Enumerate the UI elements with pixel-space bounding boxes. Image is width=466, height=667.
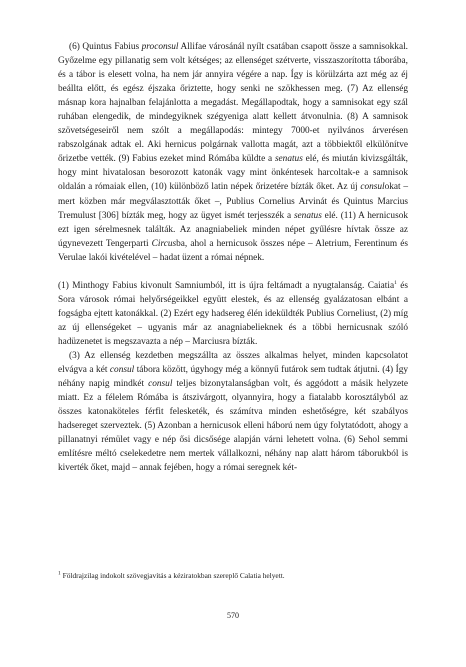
footnote: [58, 571, 408, 581]
paragraph-3: (3) Az ellenség kezdetben megszállta az összes alkalmas helyet, minden kapcsolatot elvágva a két consul tábora között, úgyhogy még a könnyű futárok sem tudtak átjutni. (4) Így néhány napig mindkét consul teljes bizonytalanságban volt, és aggódott a másik helyzete miatt. Ez a félelem Rómába is átszivárgott, olyannyira, hogy a fiatalabb korosztályból az összes katonaköteles férfit felesketék, és számítva minden eshetőségre, két szabályos hadsereget szerveztek. (5) Azonban a hernicusok elleni háború nem úgy folytatódott, ahogy a pillanatnyi rémület vagy e nép ősi dicsősége alapján várni lehetett volna. (6) Sehol semmi említésre méltó cselekedetre nem mertek vállalkozni, néhány nap alatt három táborukból is kiverték őket, majd – annak fejében, hogy a római seregnek két-: [58, 350, 408, 474]
page-number: 570: [227, 611, 239, 620]
footnote-text: Földrajzilag indokolt szövegjavítás a kéziratokban szereplő Calatia helyett.: [60, 571, 285, 580]
paragraph-2: (1) Minthogy Fabius kivonult Samniumból, itt is újra feltámadt a nyugtalanság. Caiatia$^1$ és Sora városok római helyőrségeikkel együtt elestek, és az ellenség gyalázatosan elbánt a fogságba ejtett katonákkal. (2) Ezért egy hadsereg élén ideküldték Publius Corneliust, (2) míg az új ellenségeket – ugyanis már az anagniabelieknek és a többi hernicusnak szóló hadüzenetet is megszavazta a nép – Marciusra bízták.: [58, 279, 408, 347]
main-text: [58, 40, 408, 475]
footnote-marker[interactable]: 1: [394, 279, 397, 286]
footnote-number: 1: [58, 570, 61, 577]
paragraph-1: (6) Quintus Fabius proconsul Allifae városánál nyílt csatában csapott össze a samnisokkal. Győzelme egy pillanatig sem volt kétséges; az ellenséget szétverte, visszaszorította táborába, és a tábor is elesett volna, ha nem jár annyira végére a nap. Így is körülzárta azt még az éj beállta előtt, és egész éjszaka őriztette, hogy senki ne szökhessen meg. (7) Az ellenség másnap kora hajnalban felajánlotta a megadást. Megállapodtak, hogy a samnisokat egy szál ruhában elengedik, de mindegyiknek szégyeniga alatt kellett átvonulnia. (8) A samnisok szövetségeseiről nem szólt a megállapodás: mintegy 7000-et nyilvános árverésen rabszolgának adtak el. Aki hernicus polgárnak vallotta magát, azt a többiektől elkülönítve őrizetbe vették. (9) Fabius ezeket mind Rómába küldte a senatus elé, és miután kivizsgálták, hogy mint hivatalosan besorozott katonák vagy mint önkéntesek harcoltak-e a samnisok oldalán a rómaiak ellen, (10) különböző latin népek őrizetére bízták őket. Az új consulokat – mert közben már megválasztották őket –, Publius Cornelius Arvinát és Quintus Marcius Tremulust [306] bízták meg, hogy az ügyet ismét terjesszék a senatus elé. (11) A hernicusok ezt igen sérelmesnek találták. Az anagniabeliek minden népet gyűlésre hívtak össze az úgynevezett Tengerparti Circusba, ahol a hernicusok összes népe – Aletrium, Ferentinum és Verulae lakói kivételével – hadat üzent a római népnek.: [58, 42, 408, 263]
section-gap: [58, 265, 408, 279]
